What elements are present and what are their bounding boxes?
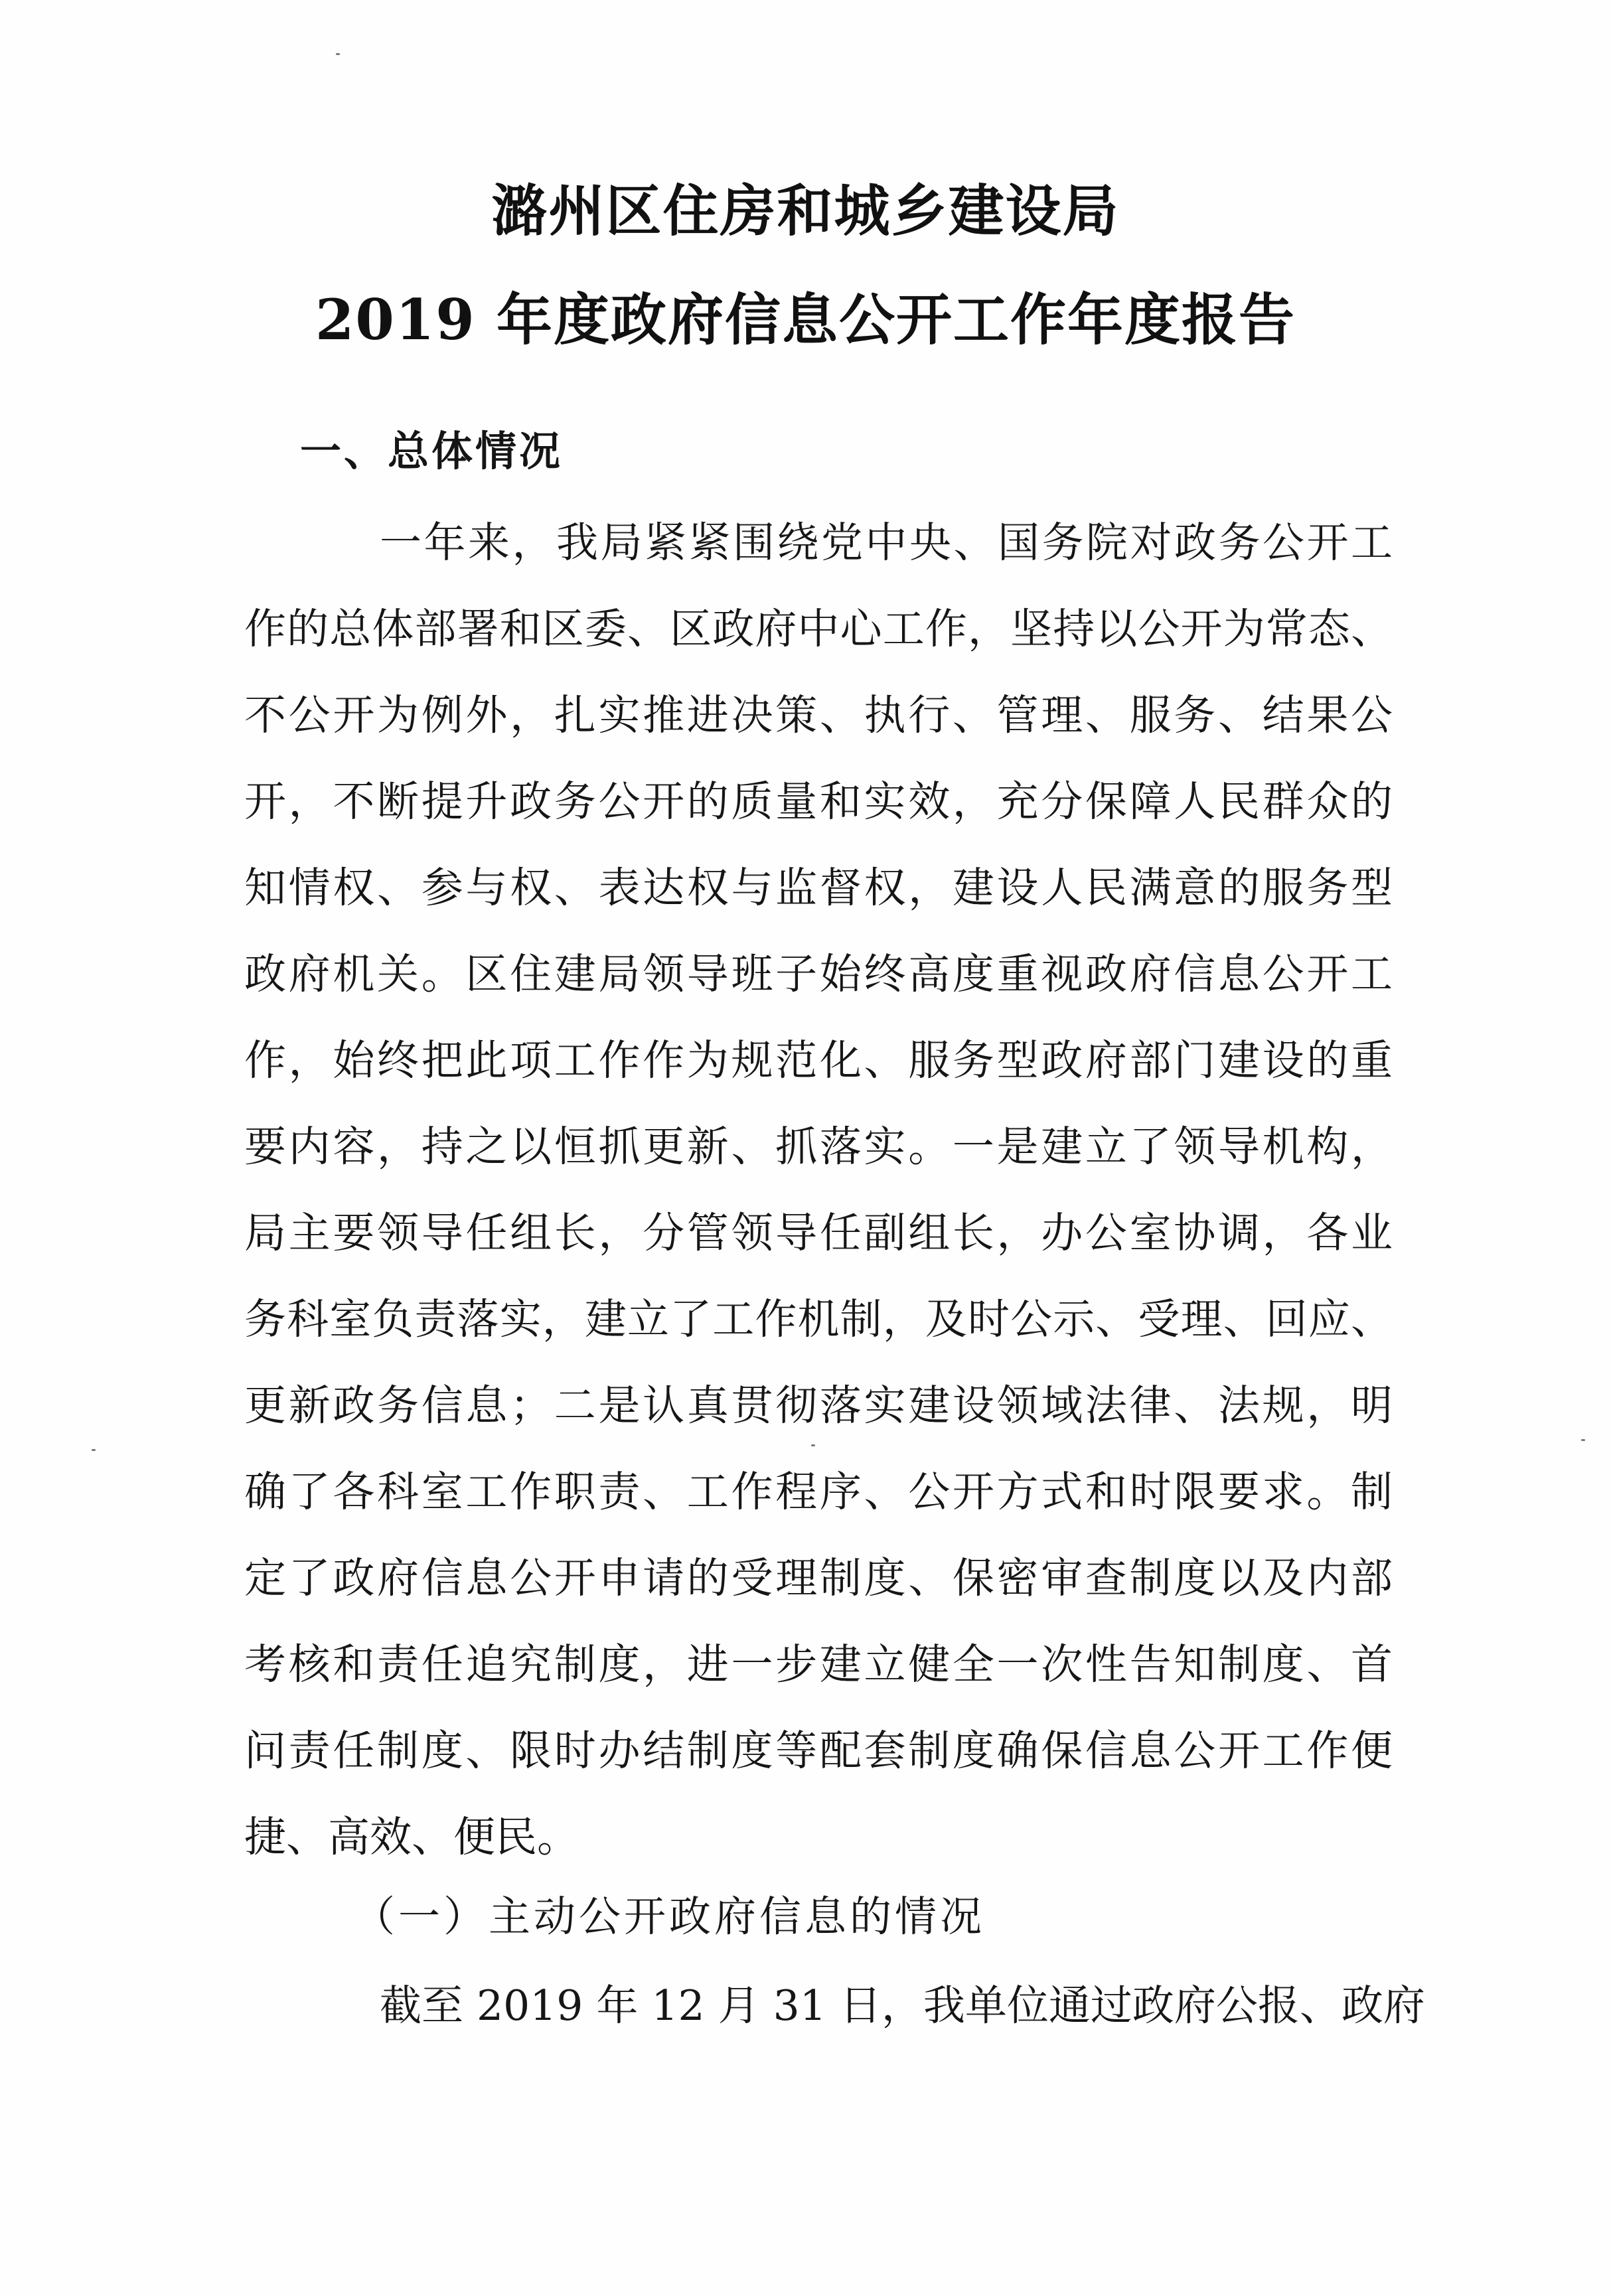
paragraph-line: 更新政务信息；二是认真贯彻落实建设领域法律、法规，明 [244,1381,1393,1430]
report-title-line-1: 潞州区住房和城乡建设局 [491,178,1120,244]
scan-speck [811,1444,815,1446]
paragraph-line: 局主要领导任组长，分管领导任副组长，办公室协调，各业 [244,1209,1393,1257]
report-title-line-2: 2019 年度政府信息公开工作年度报告 [315,287,1296,352]
scan-speck [1581,1439,1585,1441]
paragraph-line: 定了政府信息公开申请的受理制度、保密审查制度以及内部 [244,1554,1393,1602]
paragraph-line: 政府机关。区住建局领导班子始终高度重视政府信息公开工 [244,950,1393,998]
scan-speck [336,53,340,55]
paragraph-line: 不公开为例外，扎实推进决策、执行、管理、服务、结果公 [244,691,1393,739]
subsection-heading-proactive-disclosure: （一）主动公开政府信息的情况 [353,1892,985,1941]
paragraph-line: 作的总体部署和区委、区政府中心工作，坚持以公开为常态、 [244,605,1393,653]
scan-speck [92,1449,96,1451]
paragraph-line: 作，始终把此项工作作为规范化、服务型政府部门建设的重 [244,1036,1393,1085]
paragraph-line: 开，不断提升政务公开的质量和实效，充分保障人民群众的 [244,777,1393,826]
paragraph-line: 知情权、参与权、表达权与监督权，建设人民满意的服务型 [244,864,1393,912]
paragraph-line: 考核和责任追究制度，进一步建立健全一次性告知制度、首 [244,1640,1393,1689]
section-heading-overview: 一、总体情况 [300,427,564,475]
paragraph-line: 截至 2019 年 12 月 31 日，我单位通过政府公报、政府 [380,1981,1425,2030]
paragraph-line: 一年来，我局紧紧围绕党中央、国务院对政务公开工 [380,518,1393,567]
paragraph-line: 捷、高效、便民。 [244,1813,579,1861]
paragraph-line: 务科室负责落实，建立了工作机制，及时公示、受理、回应、 [244,1295,1393,1343]
paragraph-line: 确了各科室工作职责、工作程序、公开方式和时限要求。制 [244,1468,1393,1516]
paragraph-line: 问责任制度、限时办结制度等配套制度确保信息公开工作便 [244,1726,1393,1775]
paragraph-line: 要内容，持之以恒抓更新、抓落实。一是建立了领导机构， [244,1122,1393,1171]
